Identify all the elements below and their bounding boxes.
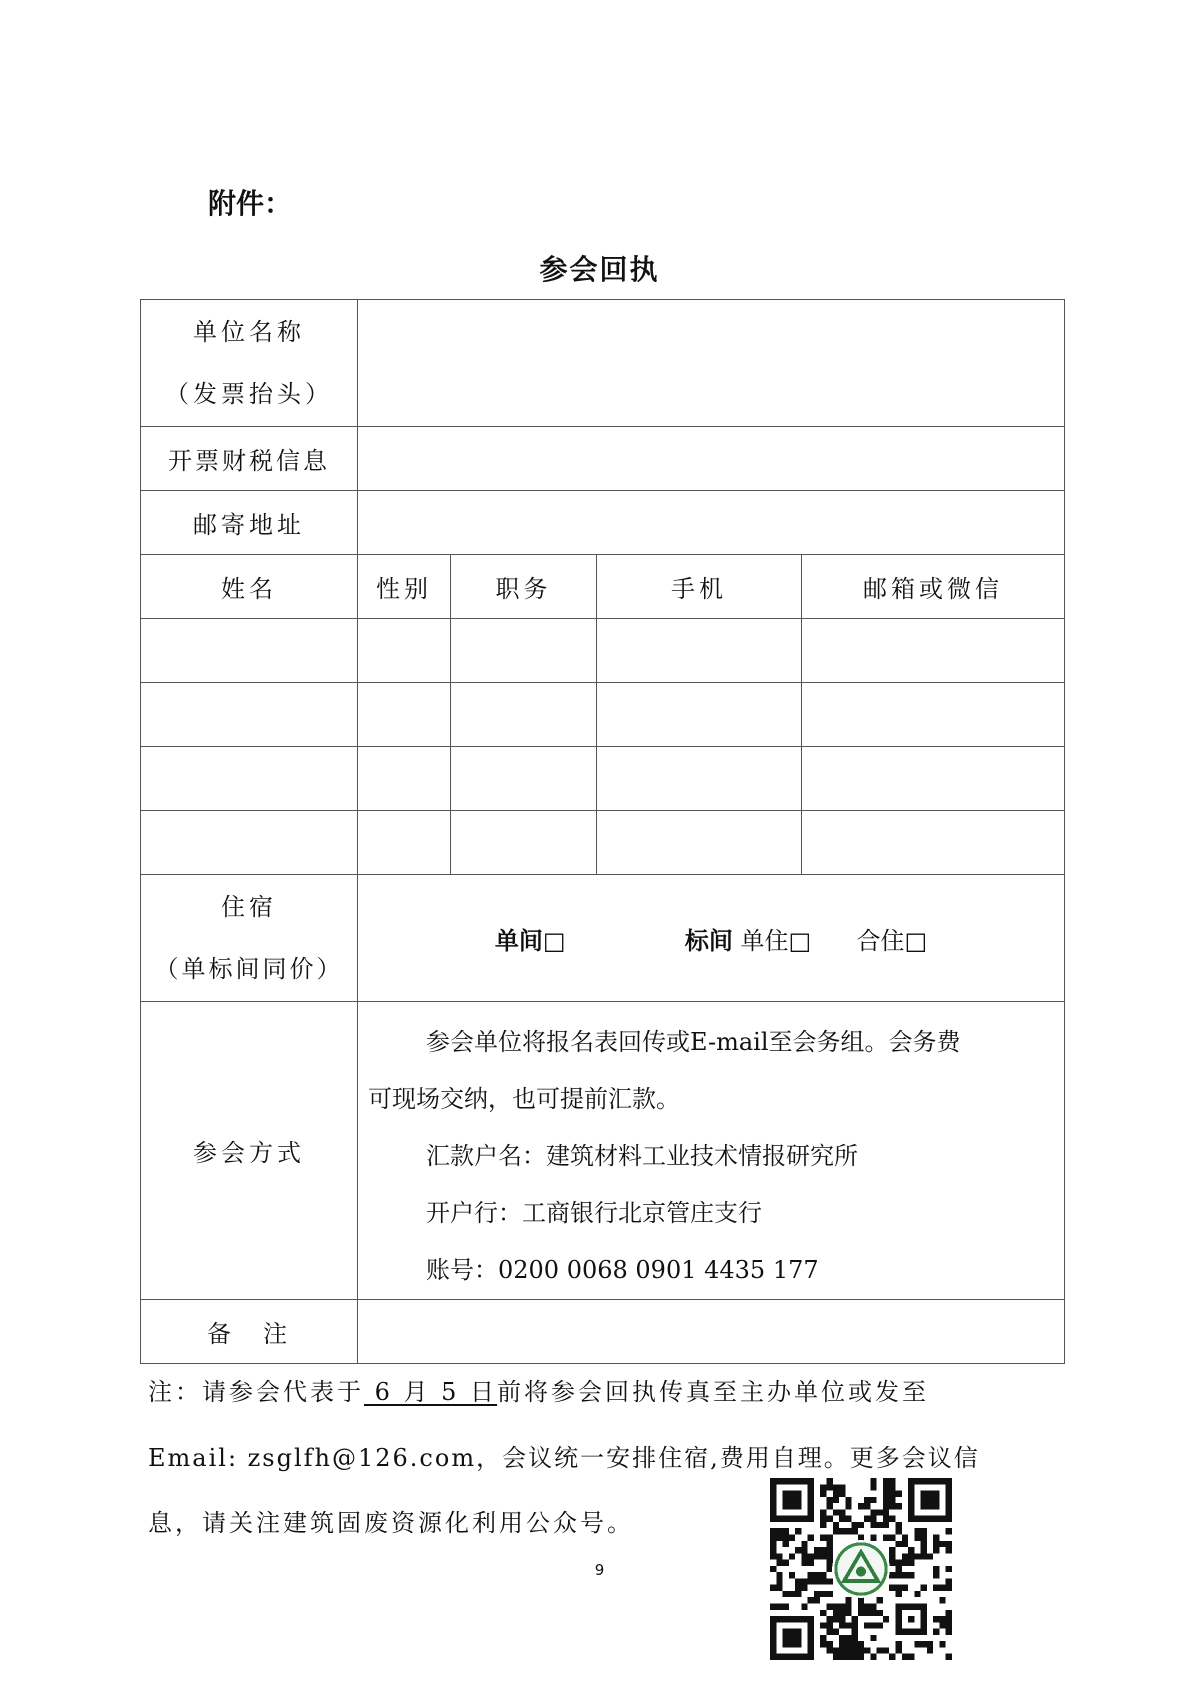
attendee-phone-cell[interactable] (597, 683, 802, 747)
attendee-row (141, 683, 1065, 747)
note-line-1: 注：请参会代表于 6 月 5 日前将参会回执传真至主办单位或发至 (148, 1378, 930, 1406)
attendee-email-cell[interactable] (802, 619, 1065, 683)
participation-method-label: 参会方式 (141, 1002, 358, 1300)
attendee-name-cell[interactable] (141, 683, 358, 747)
header-gender: 性别 (358, 555, 451, 619)
tax-info-field[interactable] (358, 427, 1065, 491)
twin-room-label: 标间 (684, 926, 733, 955)
note-line-2: Email: zsglfh@126.com，会议统一安排住宿,费用自理。更多会议信 (148, 1444, 980, 1472)
attendee-gender-cell[interactable] (358, 683, 451, 747)
tax-info-row (141, 427, 1065, 491)
attendee-email-cell[interactable] (802, 683, 1065, 747)
header-email-wechat: 邮箱或微信 (802, 555, 1065, 619)
attachment-label: 附件： (208, 187, 293, 220)
form-title: 参会回执 (539, 253, 660, 286)
remarks-row (141, 1300, 1065, 1364)
account-name-line: 汇款户名：建筑材料工业技术情报研究所 (426, 1142, 858, 1170)
attendee-phone-cell[interactable] (597, 619, 802, 683)
attendee-phone-cell[interactable] (597, 811, 802, 875)
attendee-phone-cell[interactable] (597, 747, 802, 811)
lodging-label: 住宿 （单标间同价） (141, 875, 358, 1002)
header-name: 姓名 (141, 555, 358, 619)
unit-name-label: 单位名称 （发票抬头） (141, 300, 358, 427)
attendee-header-row (141, 555, 1065, 619)
page-number: 9 (594, 1561, 605, 1579)
participation-method-row (141, 1002, 1065, 1300)
attendee-row (141, 619, 1065, 683)
registration-form-table (140, 299, 1065, 1364)
lodging-options (358, 875, 1065, 1002)
attendee-gender-cell[interactable] (358, 619, 451, 683)
single-room-checkbox[interactable]: □ (542, 926, 566, 955)
attendee-row (141, 811, 1065, 875)
lodging-row (141, 875, 1065, 1002)
bank-line: 开户行：工商银行北京管庄支行 (426, 1199, 762, 1227)
attendee-name-cell[interactable] (141, 619, 358, 683)
deadline-date: 6 月 5 日 (364, 1378, 498, 1406)
single-room-label: 单间 (494, 926, 543, 955)
method-line: 参会单位将报名表回传或E-mail至会务组。会务费 (426, 1028, 961, 1056)
attendee-gender-cell[interactable] (358, 747, 451, 811)
qr-code-icon (770, 1478, 952, 1660)
unit-name-field[interactable] (358, 300, 1065, 427)
attendee-gender-cell[interactable] (358, 811, 451, 875)
stay-alone-checkbox[interactable]: □ (788, 926, 812, 955)
remarks-field[interactable] (358, 1300, 1065, 1364)
remarks-label: 备 注 (141, 1300, 358, 1364)
mail-address-row (141, 491, 1065, 555)
attendee-name-cell[interactable] (141, 747, 358, 811)
attendee-row (141, 747, 1065, 811)
attendee-position-cell[interactable] (451, 619, 597, 683)
note-line-3: 息，请关注建筑固废资源化利用公众号。 (148, 1509, 634, 1537)
attendee-position-cell[interactable] (451, 747, 597, 811)
mail-address-field[interactable] (358, 491, 1065, 555)
attendee-name-cell[interactable] (141, 811, 358, 875)
attendee-position-cell[interactable] (451, 683, 597, 747)
unit-name-row (141, 300, 1065, 427)
shared-room-label: 合住 (856, 926, 905, 955)
attendee-email-cell[interactable] (802, 811, 1065, 875)
shared-room-checkbox[interactable]: □ (904, 926, 928, 955)
participation-method-text (358, 1002, 1065, 1300)
attendee-email-cell[interactable] (802, 747, 1065, 811)
header-position: 职务 (451, 555, 597, 619)
tax-info-label: 开票财税信息 (141, 427, 358, 491)
method-line: 可现场交纳，也可提前汇款。 (368, 1085, 680, 1113)
recycle-logo-icon (832, 1540, 890, 1598)
mail-address-label: 邮寄地址 (141, 491, 358, 555)
stay-alone-label: 单住 (740, 926, 789, 955)
header-phone: 手机 (597, 555, 802, 619)
attendee-position-cell[interactable] (451, 811, 597, 875)
account-number-line: 账号：0200 0068 0901 4435 177 (426, 1256, 819, 1284)
